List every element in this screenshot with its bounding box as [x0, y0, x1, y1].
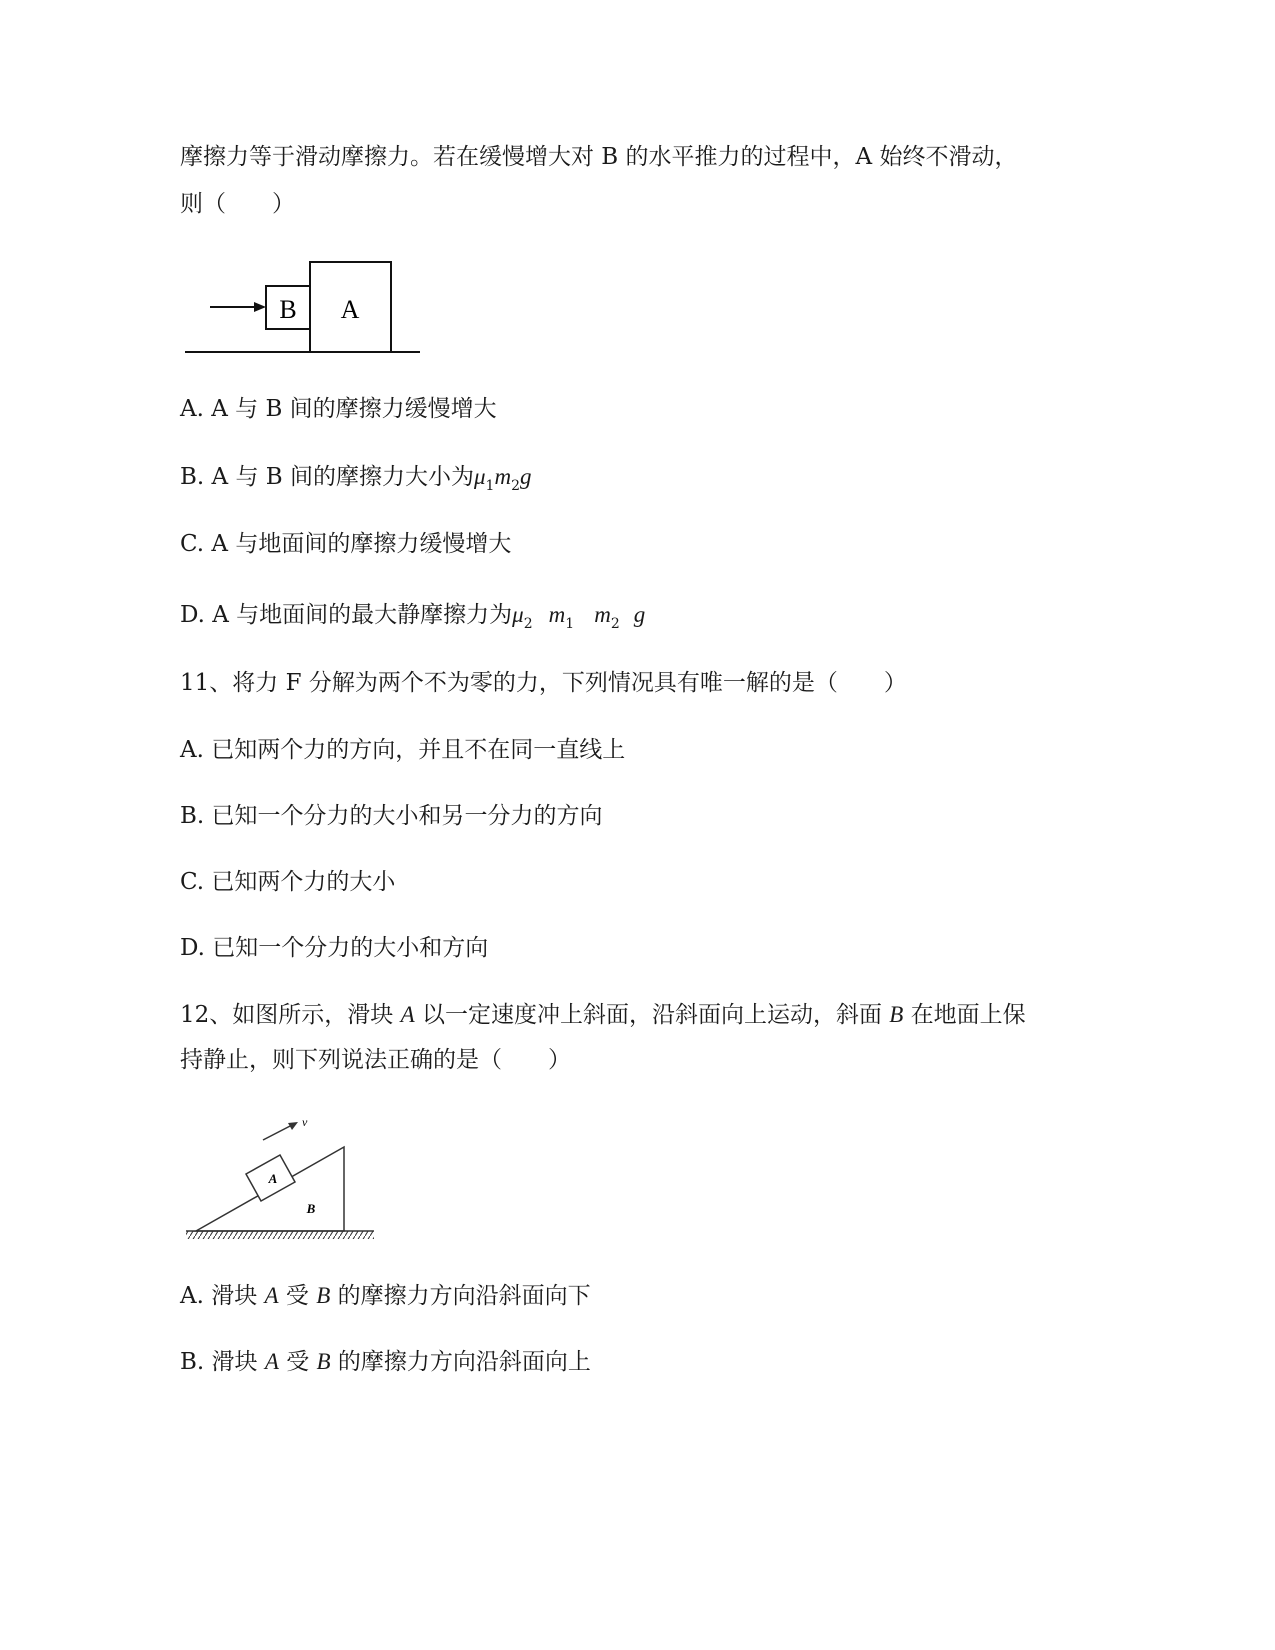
q10-option-c: C. A 与地面间的摩擦力缓慢增大 [180, 531, 512, 557]
q11-stem: 11、将力 F 分解为两个不为零的力，下列情况具有唯一解的是（ ） [180, 670, 907, 696]
q12-option-a: A. 滑块 A 受 B 的摩擦力方向沿斜面向下 [180, 1283, 591, 1309]
velocity-label: v [302, 1115, 308, 1129]
q12-stem-line2: 持静止，则下列说法正确的是（ ） [180, 1047, 571, 1073]
figure-incline [180, 1108, 380, 1243]
block-a-label: A [340, 295, 360, 324]
figure-blocks-a-b [180, 255, 430, 360]
q10-stem-line2: 则（ ） [180, 191, 295, 217]
q11-option-b: B. 已知一个分力的大小和另一分力的方向 [180, 803, 603, 829]
q11-option-c: C. 已知两个力的大小 [180, 869, 396, 895]
q10-option-b: B. A 与 B 间的摩擦力大小为$\mu_1m_2g$ [180, 464, 532, 494]
q12-option-b: B. 滑块 A 受 B 的摩擦力方向沿斜面向上 [180, 1349, 591, 1375]
q10-option-a: A. A 与 B 间的摩擦力缓慢增大 [180, 396, 497, 422]
slider-a-label: A [268, 1171, 278, 1186]
incline-b-label: B [306, 1201, 316, 1216]
block-b-label: B [279, 295, 297, 324]
q12-stem-line1: 12、如图所示，滑块 A 以一定速度冲上斜面，沿斜面向上运动，斜面 B 在地面上保 [180, 1002, 1026, 1028]
q10-option-d: D. A 与地面间的最大静摩擦力为$\mu_2$ $m_1$ $m_2$ g [180, 602, 646, 632]
velocity-arrow-shaft [263, 1124, 294, 1140]
q11-option-a: A. 已知两个力的方向，并且不在同一直线上 [180, 737, 626, 763]
q10-stem-line1: 摩擦力等于滑动摩擦力。若在缓慢增大对 B 的水平推力的过程中，A 始终不滑动， [180, 144, 1018, 170]
push-arrow-head [254, 302, 266, 312]
ground-hatch [186, 1231, 374, 1239]
q11-option-d: D. 已知一个分力的大小和方向 [180, 935, 489, 961]
